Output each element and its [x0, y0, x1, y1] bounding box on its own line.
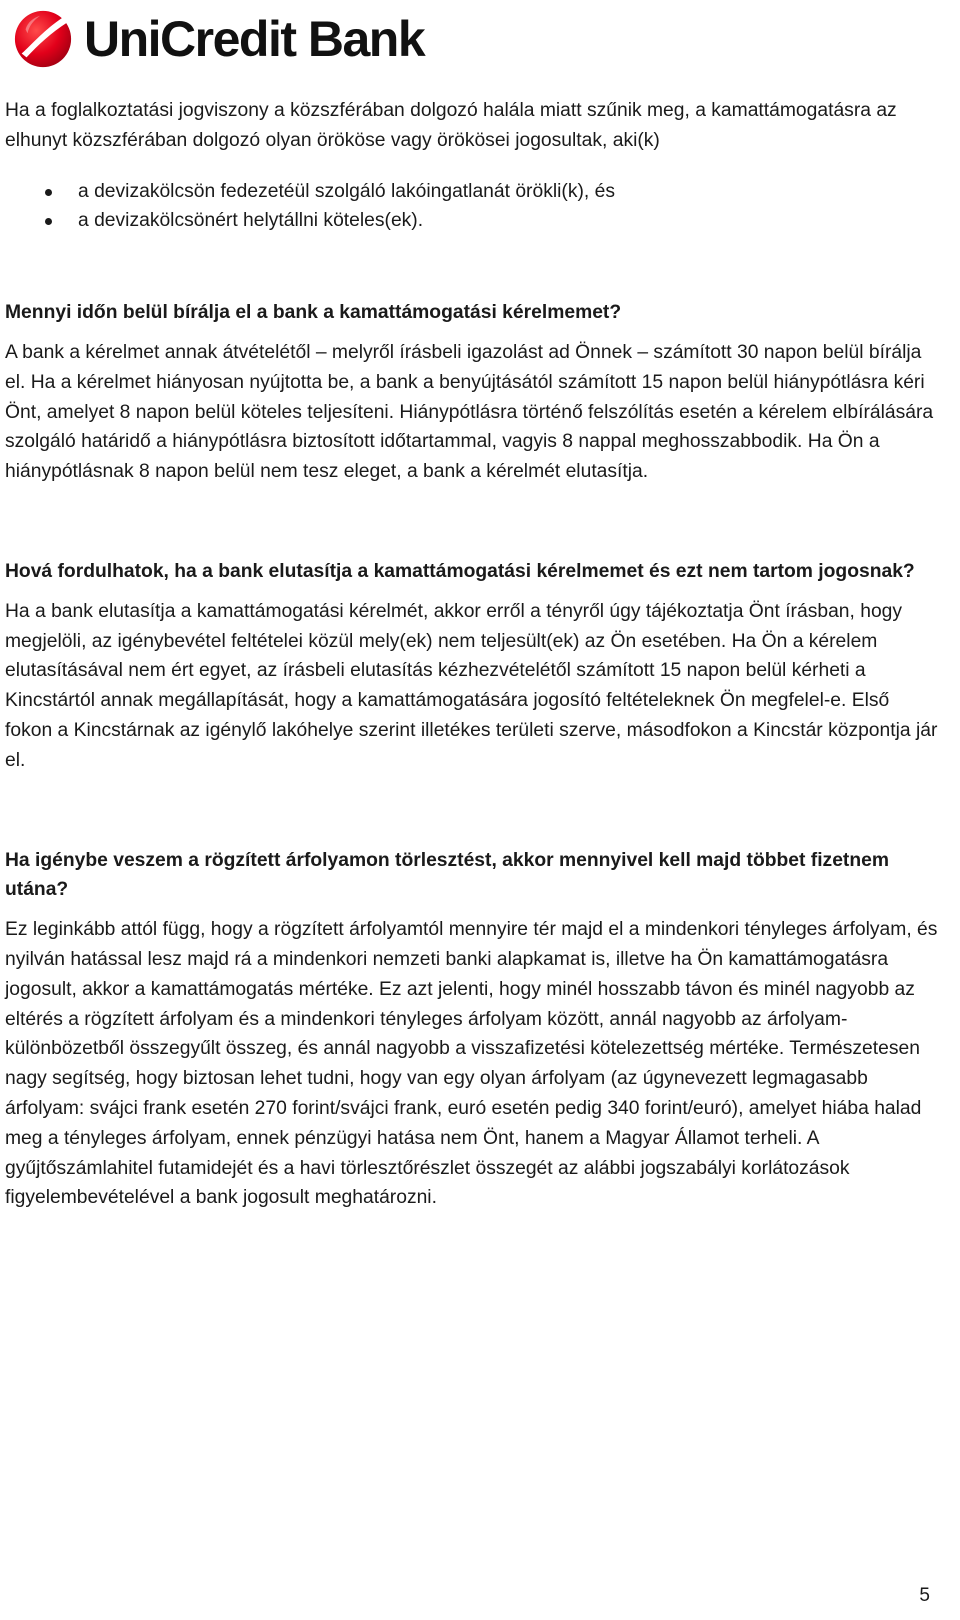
list-item-text: a devizakölcsön fedezetéül szolgáló lakóingatlanát örökli(k), és	[78, 180, 615, 202]
section-body-extra-payment: Ez leginkább attól függ, hogy a rögzített árfolyamtól mennyire tér majd el a mindenkori tényleges árfolyam, és nyilván hatással lesz majd rá a mindenkori nemzeti banki alapkamat is, illetve ha Ön kamattámogatásra jogosult, akkor a kamattámogatás mértéke. Ez azt jelenti, hogy minél hosszabb távon és minél nagyobb az eltérés a rögzített árfolyam és a mindenkori tényleges árfolyam között, annál nagyobb az árfolyam-különbözetből összegyűlt összeg, és annál nagyobb a visszafizetési kötelezettség mértéke. Természetesen nagy segítség, hogy biztosan lehet tudni, hogy van egy olyan árfolyam (az úgynevezett legmagasabb árfolyam: svájci frank esetén 270 forint/svájci frank, euró esetén pedig 340 forint/euró), amelyet hiába halad meg a tényleges árfolyam, ennek pénzügyi hatása nem Önt, hanem a Magyar Államot terheli. A gyűjtőszámlahitel futamidejét és a havi törlesztőrészlet összegét az alábbi jogszabályi korlátozások figyelembevételével a bank jogosult meghatározni.	[5, 919, 938, 1209]
unicredit-logo-icon	[12, 8, 74, 70]
page-number: 5	[919, 1585, 930, 1606]
list-item	[5, 177, 940, 207]
section-heading-extra-payment: Ha igénybe veszem a rögzített árfolyamon törlesztést, akkor mennyivel kell majd többet fizetnem utána?	[5, 849, 889, 901]
page-header	[12, 6, 424, 72]
brand-name: UniCredit Bank	[84, 11, 425, 67]
intro-paragraph: Ha a foglalkoztatási jogviszony a közszférában dolgozó halála miatt szűnik meg, a kamattámogatásra az elhunyt közszférában dolgozó olyan örököse vagy örökösei jogosultak, aki(k)	[5, 100, 897, 151]
bullet-icon	[45, 189, 52, 196]
heirs-condition-list	[5, 177, 940, 237]
section-heading-appeal: Hová fordulhatok, ha a bank elutasítja a kamattámogatási kérelmemet és ezt nem tartom jogosnak?	[5, 560, 915, 582]
bullet-icon	[45, 218, 52, 225]
list-item-text: a devizakölcsönért helytállni köteles(ek).	[78, 210, 424, 232]
document-body	[5, 96, 940, 1213]
section-heading-review-time: Mennyi időn belül bírálja el a bank a kamattámogatási kérelmemet?	[5, 302, 622, 324]
list-item	[5, 206, 940, 236]
section-body-review-time: A bank a kérelmet annak átvételétől – melyről írásbeli igazolást ad Önnek – számított 30 napon belül bírálja el. Ha a kérelmet hiányosan nyújtotta be, a bank a benyújtásától számított 15 napon belül hiánypótlásra kéri Önt, amelyet 8 napon belül köteles teljesíteni. Hiánypótlásra történő felszólítás esetén a kérelem elbírálására szolgáló határidő a hiánypótlásra biztosított időtartammal, vagyis 8 nappal meghosszabbodik. Ha Ön a hiánypótlásnak 8 napon belül nem tesz eleget, a bank a kérelmét elutasítja.	[5, 341, 934, 483]
section-body-appeal: Ha a bank elutasítja a kamattámogatási kérelmét, akkor erről a tényről úgy tájékoztatja Önt írásban, hogy megjelöli, az igénybevétel feltételei közül mely(ek) nem teljesült(ek) az Ön esetében. Ha Ön a kérelem elutasításával nem ért egyet, az írásbeli elutasítás kézhezvételétől számított 15 napon belül kérheti a Kincstártól annak megállapítását, hogy a kamattámogatására jogosító feltételeknek Ön megfelel-e. Első fokon a Kincstárnak az igénylő lakóhelye szerint illetékes területi szerve, másodfokon a Kincstár központja jár el.	[5, 600, 938, 771]
